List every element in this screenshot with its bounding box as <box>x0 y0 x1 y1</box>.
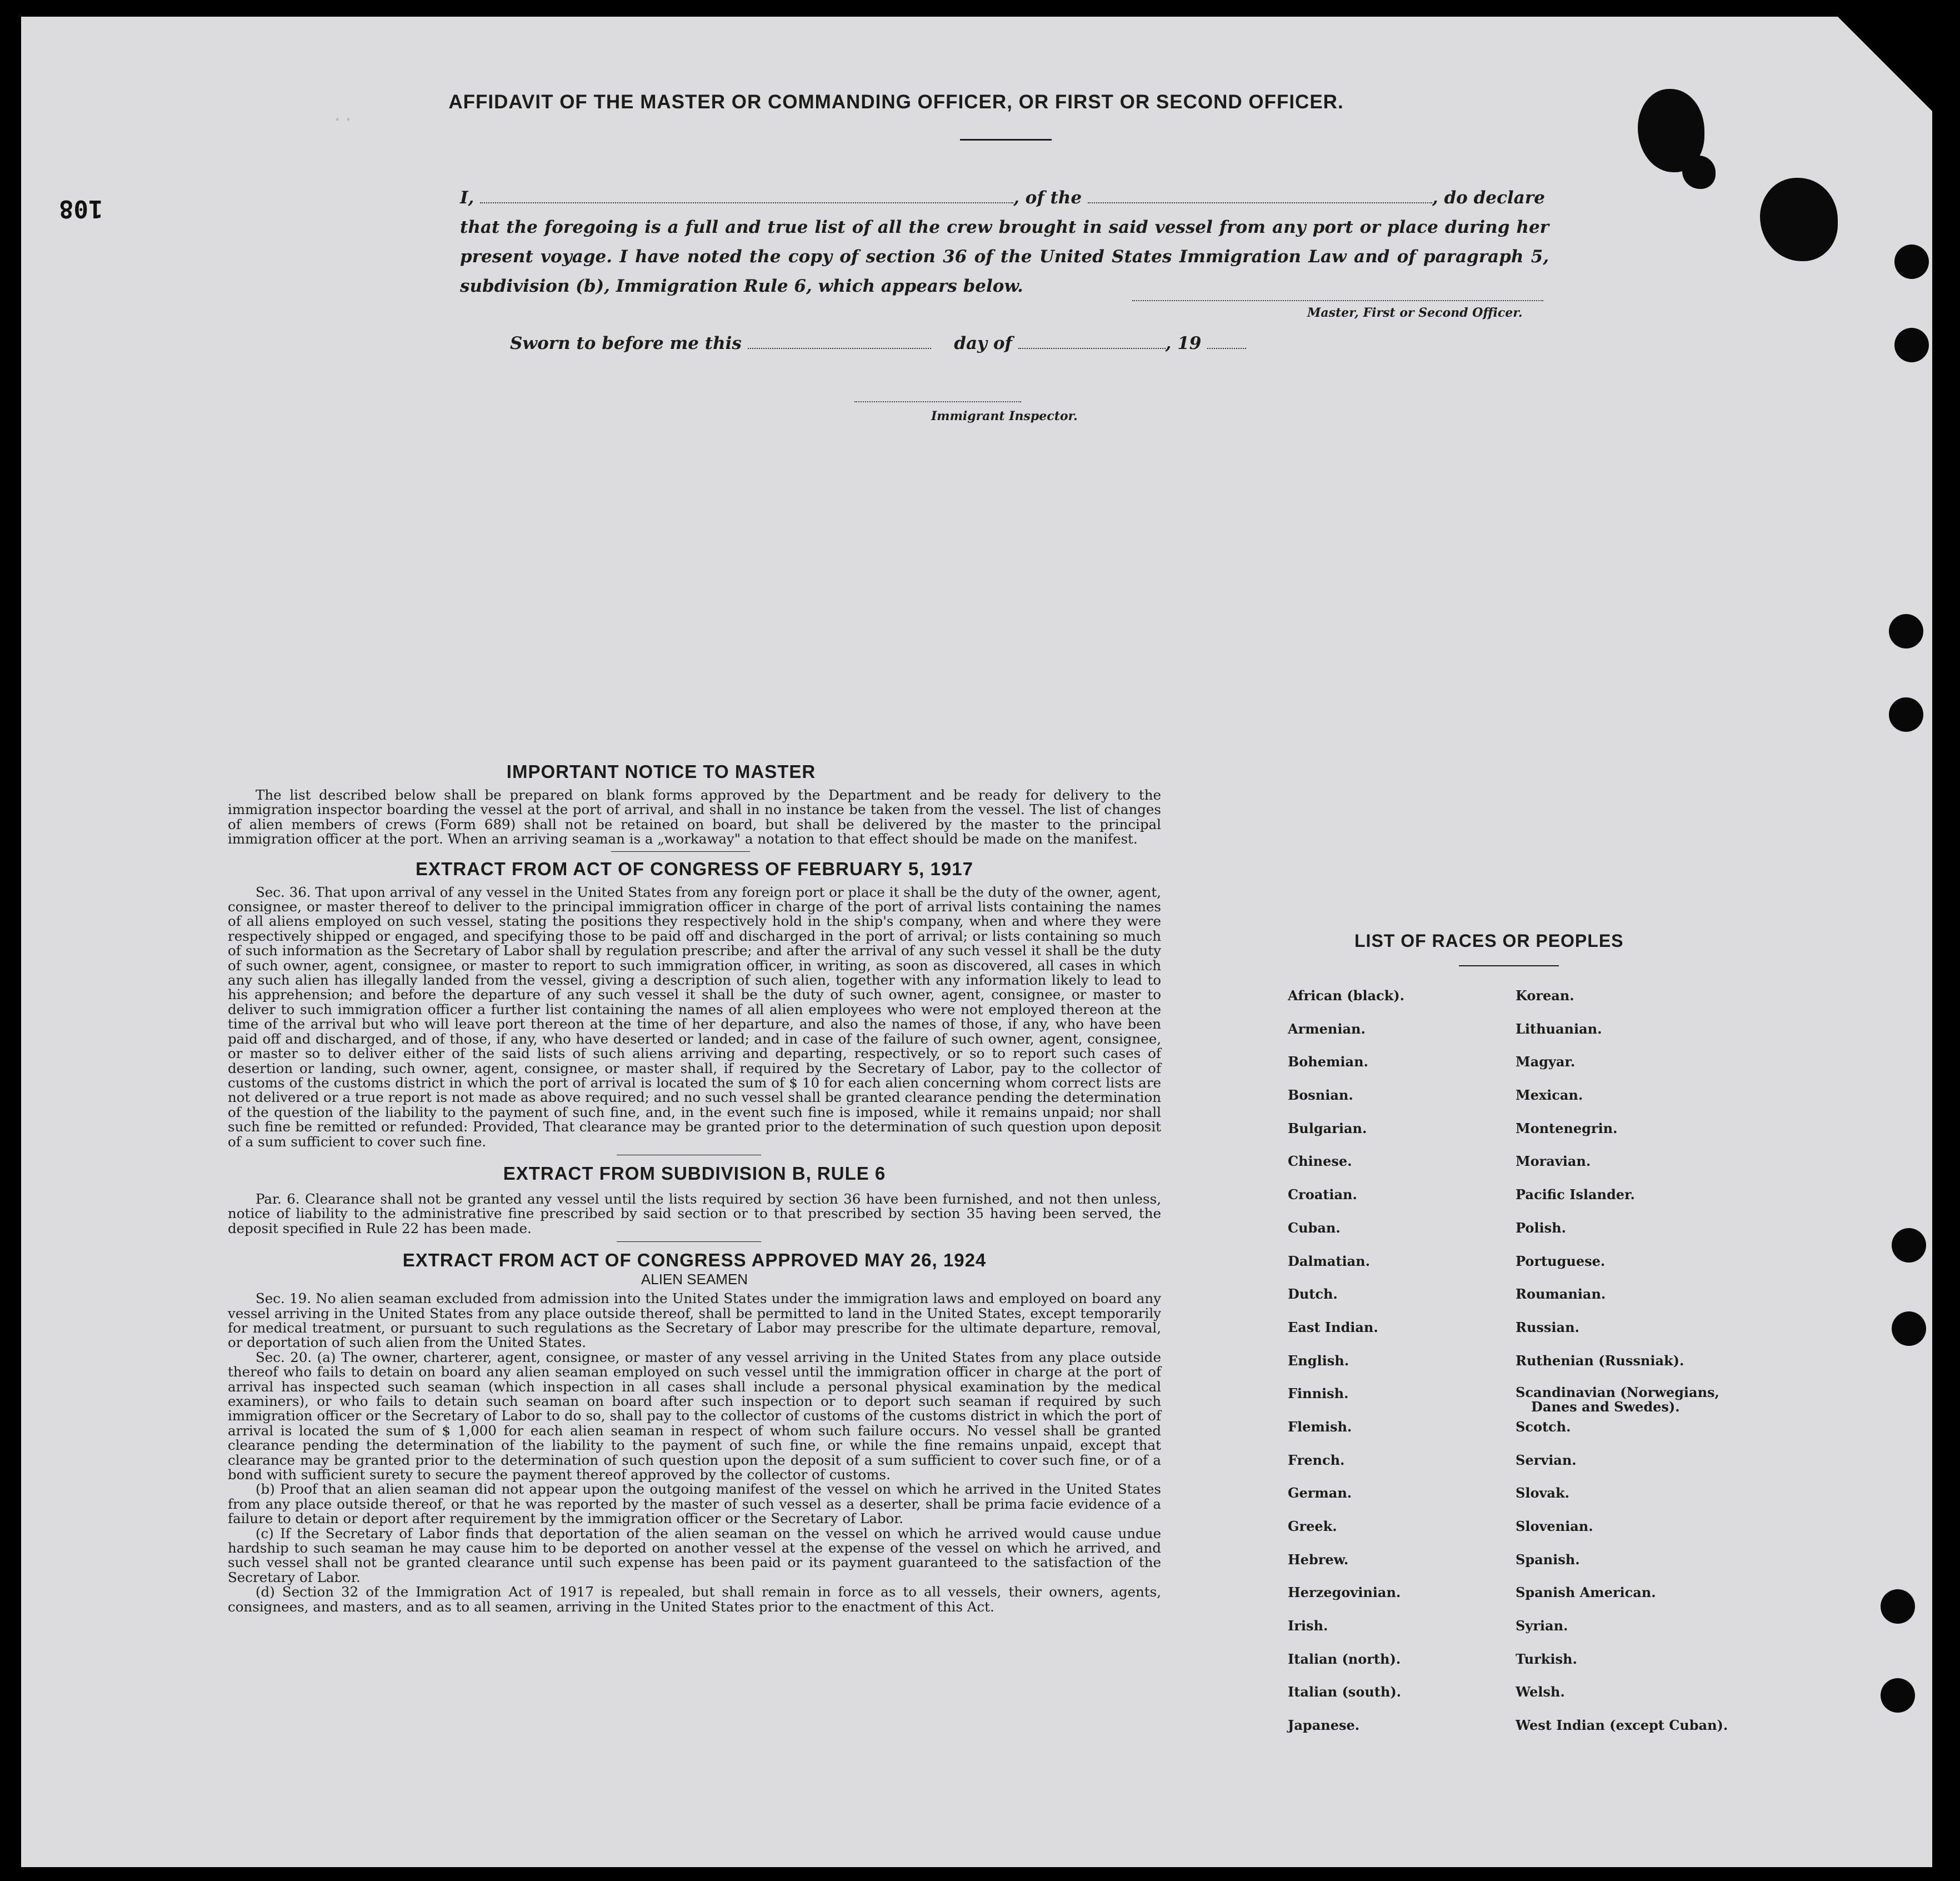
bleed-through-text: .. <box>332 106 355 125</box>
sec-19: Sec. 19. No alien seaman excluded from admission into the United States under the immigration laws and employed on board any vessel arriving in the United States from any place outside thereof, shall be permitted to land in the United States, except temporarily for medical treatment, or pursuant to such regulations as the Secretary of Labor may prescribe for the ultimate departure, removal, or deportation of such alien from the United States. <box>228 1290 1161 1351</box>
year-blank[interactable] <box>1207 347 1246 349</box>
race-item: Danes and Swedes). <box>1531 1399 1680 1415</box>
extract-1924-title: EXTRACT FROM ACT OF CONGRESS APPROVED MAY 26, 1924 <box>402 1250 987 1271</box>
race-item: Flemish. <box>1288 1418 1352 1435</box>
race-item: Armenian. <box>1288 1020 1366 1037</box>
month-blank[interactable] <box>1018 347 1166 349</box>
race-item: Moravian. <box>1516 1153 1591 1170</box>
extract-1917-title: EXTRACT FROM ACT OF CONGRESS OF FEBRUARY 5, 1917 <box>416 858 973 879</box>
declaration-line-1 <box>460 183 1549 213</box>
master-signature-line[interactable] <box>1132 300 1543 301</box>
race-item: Mexican. <box>1516 1087 1583 1104</box>
race-item: Herzegovinian. <box>1288 1584 1401 1601</box>
race-item: Slovenian. <box>1516 1518 1593 1534</box>
race-item: Croatian. <box>1288 1186 1357 1203</box>
vessel-blank[interactable] <box>1088 202 1432 203</box>
inspector-signature-line[interactable] <box>854 401 1021 402</box>
name-blank[interactable] <box>480 202 1013 203</box>
race-item: African (black). <box>1288 987 1405 1004</box>
race-item: Greek. <box>1288 1518 1337 1534</box>
race-item: Pacific Islander. <box>1516 1186 1635 1203</box>
race-item: East Indian. <box>1288 1319 1378 1335</box>
races-right-column <box>1516 987 1728 1750</box>
year-label: , 19 <box>1165 333 1202 353</box>
race-item: Spanish American. <box>1516 1584 1656 1601</box>
sec-20d: (d) Section 32 of the Immigration Act of 1917 is repealed, but shall remain in force as to all vessels, their owners, agents, consignees, and masters, and as to all seamen, arriving in the United States prior to the enactment of this Act. <box>228 1584 1161 1615</box>
ink-blot <box>1682 156 1716 189</box>
races-title: LIST OF RACES OR PEOPLES <box>1354 931 1624 951</box>
race-item: Bosnian. <box>1288 1087 1353 1104</box>
notice-title: IMPORTANT NOTICE TO MASTER <box>506 761 816 782</box>
sec-20a: Sec. 20. (a) The owner, charterer, agent, consignee, or master of any vessel arriving in the United States from any place outside thereof who fails to detain on board any alien seaman employed on such vessel until the immigration officer in charge at the port of arrival has inspected such seaman (which inspection in all cases shall include a personal physical examination by the medical examiners), or who fails to detain such seaman on board after such inspection or to deport such seaman if required by such immigration officer or the Secretary of Labor to do so, shall pay to the collector of customs of the customs district in which the port of arrival is located the sum of $ 1,000 for each alien seaman in respect of whom such failure occurs. No vessel shall be granted clearance pending the determination of the liability to the payment of such fine, or while the fine remains unpaid, except that clearance may be granted prior to the determination of such question upon the deposit of a sum sufficient to cover such fine, or of a bond with sufficient surety to secure the payment thereof approved by the collector of customs. <box>228 1349 1161 1483</box>
notice-text: The list described below shall be prepared on blank forms approved by the Department and be ready for delivery to the immigration inspector boarding the vessel at the port of arrival, and shall in no instance be taken from the vessel. The list of changes of alien members of crews (Form 689) shall not be retained on board, but shall be delivered by the master to the principal immigration officer at the port. When an arriving seaman is a „workaway" a notation to that effect should be made on the manifest. <box>228 787 1161 847</box>
race-item: Bohemian. <box>1288 1054 1368 1070</box>
races-left-column <box>1288 987 1404 1750</box>
do-declare-label: , do declare <box>1432 188 1545 208</box>
i-label: I, <box>460 188 474 208</box>
race-item: Ruthenian (Russniak). <box>1516 1352 1684 1369</box>
race-item: Dutch. <box>1288 1286 1338 1303</box>
race-item: French. <box>1288 1451 1345 1468</box>
race-item: Finnish. <box>1288 1385 1349 1402</box>
race-item: Welsh. <box>1516 1684 1565 1700</box>
race-item: Chinese. <box>1288 1153 1352 1170</box>
race-item: Turkish. <box>1516 1650 1577 1667</box>
punch-hole <box>1894 245 1929 279</box>
punch-hole <box>1892 1311 1926 1346</box>
extract-rule6-text: Par. 6. Clearance shall not be granted any vessel until the lists required by section 36 have been furnished, and not then unless, notice of liability to the administrative fine prescribed by said section or to that prescribed by section 35 having been served, the deposit specified in Rule 22 has been made. <box>228 1190 1161 1236</box>
race-item: Polish. <box>1516 1219 1566 1236</box>
race-item: Korean. <box>1516 987 1574 1004</box>
inspector-label: Immigrant Inspector. <box>931 409 1078 423</box>
race-item: German. <box>1288 1485 1352 1501</box>
alien-seamen-subtitle: ALIEN SEAMEN <box>641 1271 748 1288</box>
race-item: Russian. <box>1516 1319 1579 1335</box>
race-item: Montenegrin. <box>1516 1120 1618 1136</box>
race-item: Dalmatian. <box>1288 1253 1370 1269</box>
ink-blot <box>1760 178 1838 261</box>
punch-hole <box>1892 1228 1926 1263</box>
race-item: West Indian (except Cuban). <box>1516 1717 1728 1734</box>
declaration-text: that the foregoing is a full and true list of all the crew brought in said vessel from any port or place during her present voyage. I have noted the copy of section 36 of the United States Immigration Law and of paragraph 5, subdivision (b), Immigration Rule 6, which appears below. <box>460 217 1549 296</box>
punch-hole <box>1889 614 1923 648</box>
sworn-label: Sworn to before me this <box>510 333 742 353</box>
race-item: Lithuanian. <box>1516 1020 1602 1037</box>
race-item: Italian (north). <box>1288 1650 1401 1667</box>
race-item: Italian (south). <box>1288 1684 1402 1700</box>
race-item: Scotch. <box>1516 1418 1571 1435</box>
race-item: Servian. <box>1516 1451 1577 1468</box>
sworn-line <box>510 333 1246 353</box>
extract-1924-text <box>228 1291 1161 1614</box>
race-item: Irish. <box>1288 1618 1328 1634</box>
race-item: Japanese. <box>1288 1717 1360 1734</box>
race-item: Scandinavian (Norwegians, <box>1516 1384 1719 1401</box>
legal-extracts <box>228 761 1161 1614</box>
title-rule <box>960 139 1052 141</box>
extract-1917-text: Sec. 36. That upon arrival of any vessel in the United States from any foreign port or place it shall be the duty of the owner, agent, consignee, or master thereof to deliver to the principal immigration officer in charge of the port of arrival lists containing the names of all aliens employed on such vessel, stating the positions they respectively hold in the ship's company, when and where they were respectively shipped or engaged, and specifying those to be paid off and discharged in the port of arrival; or lists containing so much of such information as the Secretary of Labor shall by regulation prescribe; and after the arrival of any such vessel it shall be the duty of such owner, agent, consignee, or master to report to such immigration officer, in writing, as soon as discovered, all cases in which any such alien has illegally landed from the vessel, giving a description of such alien, together with any information likely to lead to his apprehension; and before the departure of any such vessel it shall be the duty of such owner, agent, consignee, or master to deliver to such immigration officer a further list containing the names of all alien employees who were not employed thereon at the time of the arrival but who will leave port thereon at the time of her departure, and also the names of those, if any, who have been paid off and discharged, and of those, if any, who have deserted or landed; and in case of the failure of such owner, agent, consignee, or master so to deliver either of the said lists of such aliens arriving and departing, respectively, or so to report such cases of desertion or landing, such owner, agent, consignee, or master shall, if required by the Secretary of Labor, pay to the collector of customs of the customs district in which the port of arrival is located the sum of $ 10 for each alien concerning whom correct lists are not delivered or a true report is not made as above required; and no such vessel shall be granted clearance pending the determination of the question of the liability to the payment of such fine, and, in the event such fine is imposed, while it remains unpaid; nor shall such fine be remitted or refunded: Provided, That clearance may be granted prior to the determination of such question upon deposit of a sum sufficient to cover such fine. <box>228 884 1161 1150</box>
sec-20b: (b) Proof that an alien seaman did not appear upon the outgoing manifest of the vessel on which he arrived in the United States from any place outside thereof, or that he was reported by the master of such vessel as a deserter, shall be prima facie evidence of a failure to detain or deport after requirement by the immigration officer or the Secretary of Labor. <box>228 1481 1161 1527</box>
race-item: Portuguese. <box>1516 1253 1606 1269</box>
extract-rule6-title: EXTRACT FROM SUBDIVISION B, RULE 6 <box>503 1162 886 1184</box>
punch-hole <box>1881 1678 1915 1713</box>
punch-hole <box>1889 697 1923 732</box>
race-item: Roumanian. <box>1516 1286 1606 1303</box>
divider <box>611 851 750 852</box>
race-item: Cuban. <box>1288 1219 1341 1236</box>
race-item: Bulgarian. <box>1288 1120 1367 1136</box>
race-item: Syrian. <box>1516 1618 1568 1634</box>
affidavit-title: AFFIDAVIT OF THE MASTER OR COMMANDING OFFICER, OR FIRST OR SECOND OFFICER. <box>448 91 1344 113</box>
form-page <box>21 17 1932 1867</box>
race-item: English. <box>1288 1352 1349 1369</box>
punch-hole <box>1894 328 1929 362</box>
folded-corner <box>1838 17 1932 111</box>
sec-20c: (c) If the Secretary of Labor finds that deportation of the alien seaman on the vessel on which he arrived would cause undue hardship to such seaman he may cause him to be deported on another vessel at the expense of the vessel on which he arrived, and such vessel shall not be granted clearance until such expense has been paid or its payment guaranteed to the satisfaction of the Secretary of Labor. <box>228 1525 1161 1585</box>
margin-mark: 108 <box>59 194 103 223</box>
master-label: Master, First or Second Officer. <box>1307 306 1523 320</box>
sworn-day-blank[interactable] <box>748 347 931 349</box>
race-item: Magyar. <box>1516 1054 1576 1070</box>
race-item: Hebrew. <box>1288 1551 1349 1568</box>
day-of-label: day of <box>954 333 1012 353</box>
races-rule <box>1459 965 1559 966</box>
divider <box>617 1241 761 1242</box>
punch-hole <box>1881 1589 1915 1624</box>
race-item: Slovak. <box>1516 1485 1569 1501</box>
of-the-label: , of the <box>1013 188 1082 208</box>
race-item: Spanish. <box>1516 1551 1580 1568</box>
